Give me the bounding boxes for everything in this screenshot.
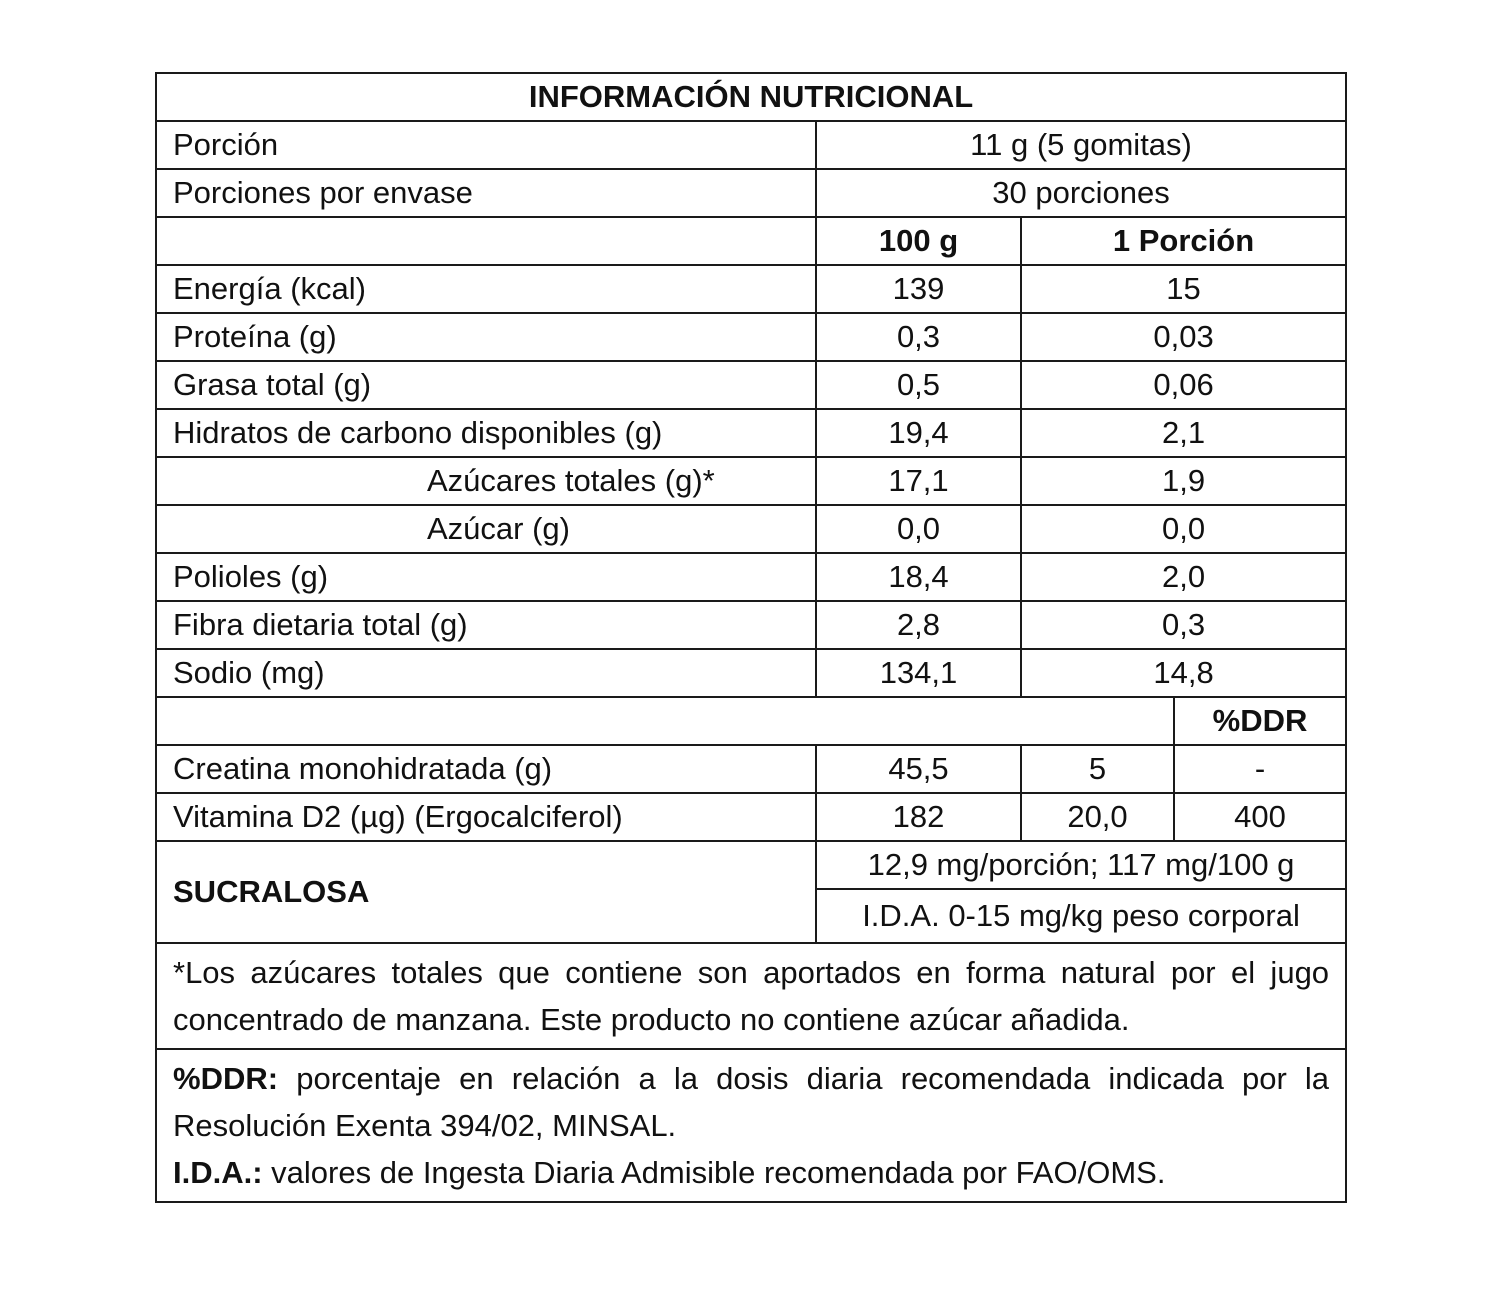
nutrition-table (155, 72, 1347, 1203)
nutrient-per100: 0,5 (816, 361, 1021, 409)
nutrient-label: Hidratos de carbono disponibles (g) (156, 409, 816, 457)
nutrient-label: Sodio (mg) (156, 649, 816, 697)
nutrient-label: Energía (kcal) (156, 265, 816, 313)
ida-definition: valores de Ingesta Diaria Admisible recomendada por FAO/OMS. (262, 1155, 1166, 1190)
ida-term: I.D.A.: (173, 1155, 263, 1190)
nutrient-per100: 0,0 (816, 505, 1021, 553)
servings-row (156, 169, 1346, 217)
nutrient-per-portion: 0,06 (1021, 361, 1346, 409)
supplement-label: Creatina monohidratada (g) (156, 745, 816, 793)
nutrient-per100: 17,1 (816, 457, 1021, 505)
column-header-row (156, 217, 1346, 265)
nutrient-row-total-sugars (156, 457, 1346, 505)
nutrient-label: Proteína (g) (156, 313, 816, 361)
sucralose-amount: 12,9 mg/porción; 117 mg/100 g (816, 841, 1346, 889)
header-per-portion: 1 Porción (1021, 217, 1346, 265)
supplement-row-creatine (156, 745, 1346, 793)
nutrient-row-energy (156, 265, 1346, 313)
nutrient-per100: 0,3 (816, 313, 1021, 361)
nutrient-per100: 134,1 (816, 649, 1021, 697)
header-per100: 100 g (816, 217, 1021, 265)
nutrient-per-portion: 15 (1021, 265, 1346, 313)
definitions-row (156, 1049, 1346, 1202)
supplement-per-portion: 20,0 (1021, 793, 1174, 841)
nutrient-row-protein (156, 313, 1346, 361)
title-row (156, 73, 1346, 121)
sugar-note-row (156, 943, 1346, 1049)
header-blank (156, 217, 816, 265)
nutrient-per-portion: 2,0 (1021, 553, 1346, 601)
nutrient-label: Azúcar (g) (156, 505, 816, 553)
nutrient-label: Azúcares totales (g)* (156, 457, 816, 505)
table-title: INFORMACIÓN NUTRICIONAL (156, 73, 1346, 121)
nutrient-row-fiber (156, 601, 1346, 649)
supplement-per-portion: 5 (1021, 745, 1174, 793)
ddr-header-row (156, 697, 1346, 745)
portion-row (156, 121, 1346, 169)
definitions-footnote (156, 1049, 1346, 1202)
supplement-per100: 45,5 (816, 745, 1021, 793)
nutrient-per-portion: 14,8 (1021, 649, 1346, 697)
nutrient-per-portion: 2,1 (1021, 409, 1346, 457)
sugar-footnote: *Los azúcares totales que contiene son aportados en forma natural por el jugo concentrado de manzana. Este producto no contiene azúcar añadida. (156, 943, 1346, 1049)
portion-value: 11 g (5 gomitas) (816, 121, 1346, 169)
sucralose-label: SUCRALOSA (156, 841, 816, 943)
nutrient-per-portion: 1,9 (1021, 457, 1346, 505)
ddr-term: %DDR: (173, 1061, 279, 1096)
header-ddr: %DDR (1174, 697, 1346, 745)
nutrient-row-sodium (156, 649, 1346, 697)
ddr-header-blank (156, 697, 1174, 745)
sucralose-row (156, 841, 1346, 889)
nutrient-row-fat (156, 361, 1346, 409)
servings-label: Porciones por envase (156, 169, 816, 217)
nutrient-row-sugar (156, 505, 1346, 553)
nutrient-per-portion: 0,3 (1021, 601, 1346, 649)
portion-label: Porción (156, 121, 816, 169)
ddr-definition: porcentaje en relación a la dosis diaria recomendada indicada por la Resolución Exenta 394/02, MINSAL. (173, 1061, 1330, 1143)
servings-value: 30 porciones (816, 169, 1346, 217)
nutrient-label: Fibra dietaria total (g) (156, 601, 816, 649)
nutrient-row-carbs (156, 409, 1346, 457)
nutrient-label: Polioles (g) (156, 553, 816, 601)
nutrient-per100: 139 (816, 265, 1021, 313)
supplement-per100: 182 (816, 793, 1021, 841)
supplement-ddr: 400 (1174, 793, 1346, 841)
nutrient-per-portion: 0,0 (1021, 505, 1346, 553)
nutrient-per-portion: 0,03 (1021, 313, 1346, 361)
sucralose-ida: I.D.A. 0-15 mg/kg peso corporal (816, 889, 1346, 943)
supplement-label: Vitamina D2 (µg) (Ergocalciferol) (156, 793, 816, 841)
nutrient-label: Grasa total (g) (156, 361, 816, 409)
nutrient-per100: 18,4 (816, 553, 1021, 601)
nutrient-per100: 19,4 (816, 409, 1021, 457)
nutrient-per100: 2,8 (816, 601, 1021, 649)
nutrient-row-polyols (156, 553, 1346, 601)
supplement-ddr: - (1174, 745, 1346, 793)
supplement-row-vitamin-d2 (156, 793, 1346, 841)
